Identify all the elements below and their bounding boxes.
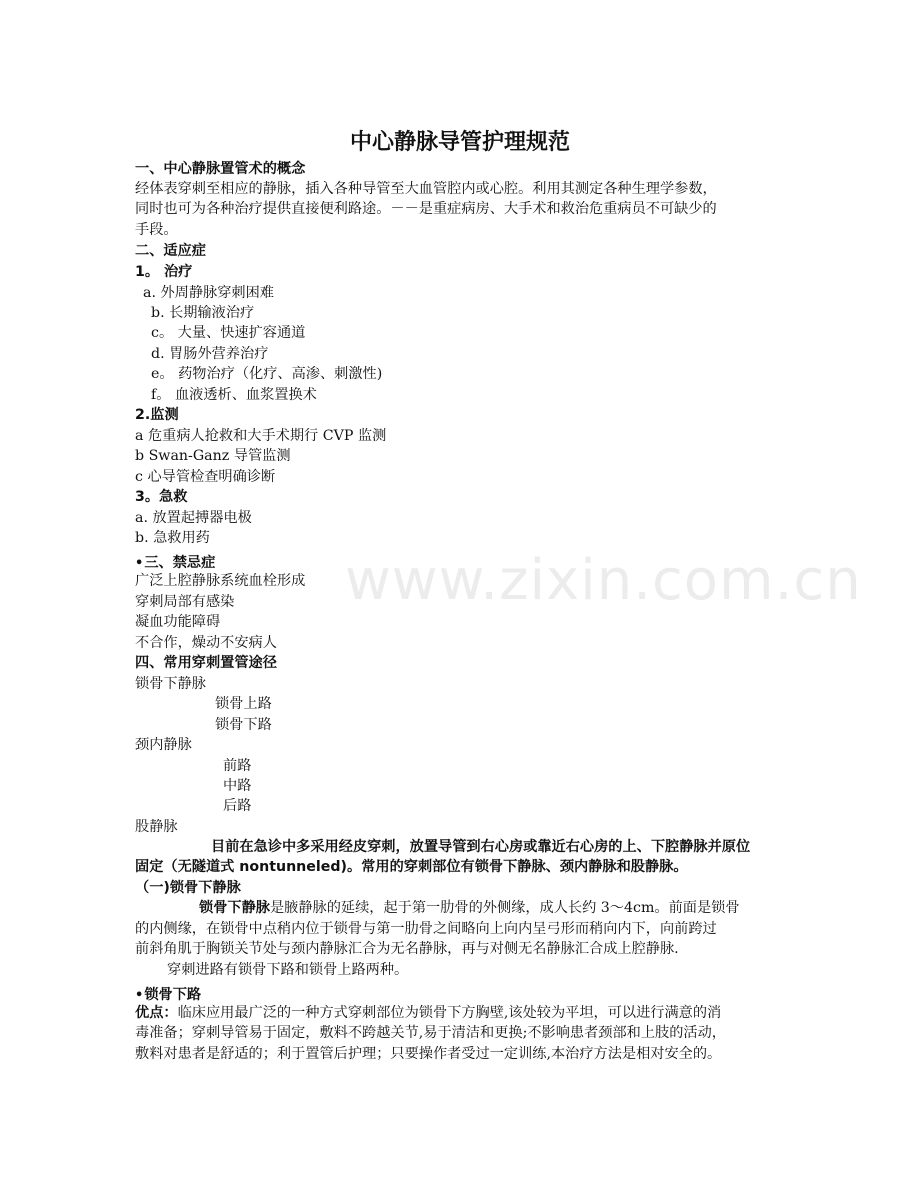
watermark: www.zixin.com.cn [345,548,862,613]
advantages-line: 毒准备；穿刺导管易于固定，敷料不跨越关节,易于清洁和更换;不影响患者颈部和上肢的活动， [135,1025,726,1041]
subheading-treatment: 1。 治疗 [135,264,193,280]
list-item: d. 胃肠外营养治疗 [151,346,269,362]
bullet-icon: • [135,988,144,1003]
subheading-monitoring: 2.监测 [135,407,179,423]
section-4-note-line: 固定（无隧道式 nontunneled)。常用的穿刺部位有锁骨下静脉、颈内静脉和股静脉。 [135,859,688,875]
route-item: 锁骨下路 [215,717,272,733]
list-item: a. 放置起搏器电极 [135,510,252,526]
subclavian-paragraph-line [199,898,740,918]
section-1-paragraph-line: 同时也可为各种治疗提供直接便利路途。－－是重症病房、大手术和救治危重病员不可缺少的 [135,201,717,217]
subclavian-lead-term: 锁骨下静脉 [199,900,270,916]
route-item: 前路 [223,758,252,774]
subsection-subclavian-heading: （一)锁骨下静脉 [135,880,241,896]
subclavian-paragraph-line: 前斜角肌于胸锁关节处与颈内静脉汇合为无名静脉，再与对侧无名静脉汇合成上腔静脉. [135,941,679,957]
section-3-heading: 三、禁忌症 [144,555,216,571]
list-item: 凝血功能障碍 [135,614,221,630]
section-4-note-line: 目前在急诊中多采用经皮穿刺，放置导管到右心房或靠近右心房的上、下腔静脉并原位 [211,839,751,855]
route-item: 锁骨上路 [215,696,272,712]
list-item: b. 急救用药 [135,530,210,546]
bullet-icon: • [135,556,144,571]
route-item: 中路 [223,778,252,794]
list-item: a 危重病人抢救和大手术期行 CVP 监测 [135,428,387,444]
list-item: a. 外周静脉穿刺困难 [143,285,274,301]
list-item: 穿刺局部有感染 [135,594,235,610]
subheading-emergency: 3。急救 [135,489,188,505]
list-item: 不合作，燥动不安病人 [135,635,277,651]
subclavian-paragraph-line: 穿刺进路有锁骨下路和锁骨上路两种。 [167,962,409,978]
section-1-heading: 一、中心静脉置管术的概念 [135,161,306,177]
page-title: 中心静脉导管护理规范 [349,130,570,155]
route-item: 后路 [223,798,252,814]
section-1-paragraph-line: 经体表穿刺至相应的静脉，插入各种导管至大血管腔内或心腔。利用其测定各种生理学参数， [135,181,717,197]
route-femoral: 股静脉 [135,819,178,835]
section-2-heading: 二、适应症 [135,243,206,259]
list-item: c 心导管检查明确诊断 [135,469,276,485]
subclavian-paragraph-line: 的内侧缘，在锁骨中点稍内位于锁骨与第一肋骨之间略向上向内呈弓形而稍向内下，向前跨过 [135,921,717,937]
advantages-text: 临床应用最广泛的一种方式穿刺部位为锁骨下方胸壁,该处较为平坦，可以进行满意的消 [177,1005,722,1021]
route-jugular: 颈内静脉 [135,737,192,753]
list-item: b. 长期输液治疗 [151,305,255,321]
section-4-heading: 四、常用穿刺置管途径 [135,655,277,671]
list-item: c。 大量、快速扩容通道 [151,325,306,341]
route-subclavian: 锁骨下静脉 [135,676,206,692]
section-1-paragraph-line: 手段。 [135,222,178,238]
list-item: b Swan-Ganz 导管监测 [135,448,291,464]
list-item: e。 药物治疗（化疗、高渗、刺激性) [151,366,383,382]
advantages-label: 优点： [135,1005,178,1021]
advantages-line: 敷料对患者是舒适的；利于置管后护理；只要操作者受过一定训练,本治疗方法是相对安全的。 [135,1046,722,1062]
list-item: 广泛上腔静脉系统血栓形成 [135,573,306,589]
subclavian-lead-text: 是腋静脉的延续，起于第一肋骨的外侧缘，成人长约 3～4cm。前面是锁骨 [269,900,740,916]
advantages-line [135,1003,721,1023]
list-item: f。 血液透析、血浆置换术 [151,387,317,403]
infraclavicular-heading: 锁骨下路 [144,987,202,1003]
